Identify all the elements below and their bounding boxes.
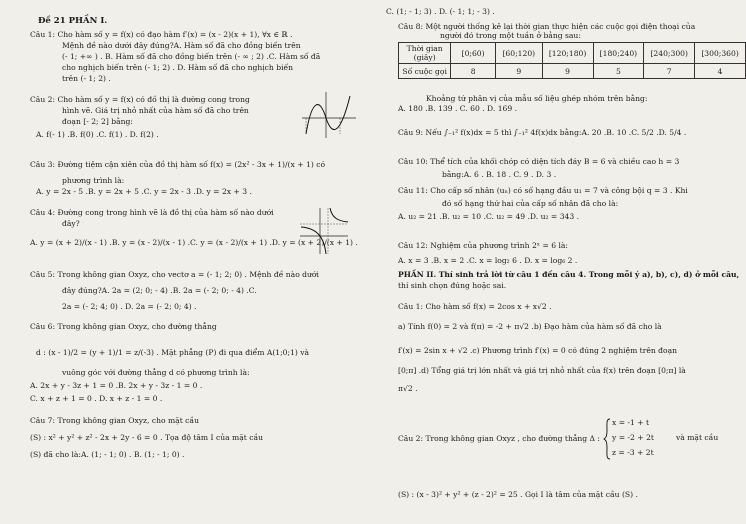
table-cell: 5	[593, 64, 644, 79]
c2-equation: x = -1 + t	[612, 418, 650, 427]
q3-line: A. y = 2x - 5 .B. y = 2x + 5 .C. y = 2x - 3 .D. y = 2x + 3 .	[36, 187, 252, 196]
c2-equation: y = -2 + 2t	[612, 433, 654, 442]
q2-line: đoạn [- 2; 2] bằng:	[62, 117, 133, 126]
table-row	[399, 43, 746, 64]
q7-line: Câu 7: Trong không gian Oxyz, cho mặt cầu	[30, 416, 199, 425]
table-row	[399, 64, 746, 79]
q11-line: A. u₂ = 21 .B. u₂ = 10 .C. u₂ = 49 .D. u₂ = 343 .	[398, 212, 580, 221]
q1-line: trên (- 1; 2) .	[62, 74, 111, 83]
q2-line: A. f(- 1) .B. f(0) .C. f(1) . D. f(2) .	[36, 130, 159, 139]
q12-line: A. x = 3 .B. x = 2 .C. x = log₂ 6 . D. x = log₆ 2 .	[398, 256, 578, 265]
q4-line: Câu 4: Đường cong trong hình vẽ là đồ thị của hàm số nào dưới	[30, 208, 274, 217]
table-header-cell: Thời gian (giây)	[399, 43, 451, 64]
table-cell: 7	[644, 64, 695, 79]
c1-line: [0;π] .d) Tổng giá trị lớn nhất và giá trị nhỏ nhất của f(x) trên đoạn [0;π] là	[398, 366, 686, 375]
q7-line: (S) : x² + y² + z² - 2x + 2y - 6 = 0 . Tọa độ tâm I của mặt cầu	[30, 433, 264, 442]
q6-line: C. x + z + 1 = 0 . D. x + z - 1 = 0 .	[30, 394, 163, 403]
q7-line: (S) đã cho là:A. (1; - 1; 0) . B. (1; - 1; 0) .	[30, 450, 185, 459]
q2-function-graph	[300, 90, 358, 140]
q3-line: Câu 3: Đường tiệm cận xiên của đồ thị hàm số f(x) = (2x² - 3x + 1)/(x + 1) có	[30, 160, 326, 169]
q1-line: cho nghịch biến trên (- 1; 2) . D. Hàm số đã cho nghịch biến	[62, 63, 294, 72]
c2-line: và mặt cầu	[676, 433, 719, 442]
q6-line: vuông góc với đường thẳng d có phương trình là:	[62, 368, 250, 377]
q2-line: hình vẽ. Giá trị nhỏ nhất của hàm số đã cho trên	[62, 106, 249, 115]
table-cell: 4	[695, 64, 746, 79]
table-cell: [180;240)	[593, 43, 644, 64]
c1-line: a) Tính f(0) = 2 và f(π) = -2 + π√2 .b) Đạo hàm của hàm số đã cho là	[398, 322, 662, 331]
table-cell: [300;360)	[695, 43, 746, 64]
q4-line: A. y = (x + 2)/(x - 1) .B. y = (x - 2)/(x - 1) .C. y = (x - 2)/(x + 1) .D. y = (x + 2)/(x + 1) .	[30, 238, 358, 247]
q6-line: d : (x - 1)/2 = (y + 1)/1 = z/(-3) . Mặt phẳng (P) đi qua điểm A(1;0;1) và	[36, 348, 310, 357]
q1-line: Mệnh đề nào dưới đây đúng?A. Hàm số đã cho đồng biến trên	[62, 41, 301, 50]
q11-line: Câu 11: Cho cấp số nhân (uₙ) có số hạng đầu u₁ = 7 và công bội q = 3 . Khi	[398, 186, 688, 195]
q2-line: Câu 2: Cho hàm số y = f(x) có đồ thị là đường cong trong	[30, 95, 250, 104]
q6-line: A. 2x + y - 3z + 1 = 0 .B. 2x + y - 3z - 1 = 0 .	[30, 381, 203, 390]
q10-line: Câu 10: Thể tích của khối chóp có diện tích đáy B = 6 và chiều cao h = 3	[398, 157, 680, 166]
table-cell: [60;120)	[495, 43, 542, 64]
q1-line: Câu 1: Cho hàm số y = f(x) có đạo hàm f′(x) = (x - 2)(x + 1), ∀x ∈ ℝ .	[30, 30, 293, 39]
q8-answers: A. 180 .B. 139 . C. 60 . D. 169 .	[398, 104, 518, 113]
table-cell: 8	[451, 64, 496, 79]
q10-line: bằng:A. 6 . B. 18 . C. 9 . D. 3 .	[442, 170, 557, 179]
part2-line: thí sinh chọn đúng hoặc sai.	[398, 281, 507, 290]
table-header-cell: Số cuộc gọi	[399, 64, 451, 79]
call-duration-table	[398, 42, 746, 79]
q12-line: Câu 12: Nghiệm của phương trình 2ˣ = 6 là:	[398, 241, 568, 250]
prev-question-choices: C. (1; - 1; 3) . D. (- 1; 1; - 3) .	[386, 7, 495, 16]
c2-equation: z = -3 + 2t	[612, 448, 654, 457]
c1-line: f′(x) = 2sin x + √2 .c) Phương trình f′(x) = 0 có đúng 2 nghiệm trên đoạn	[398, 346, 678, 355]
question-9: Câu 9: Nếu ∫₋₁² f(x)dx = 5 thì ∫₋₁² 4f(x)dx bằng:A. 20 .B. 10 .C. 5/2 .D. 5/4 .	[398, 128, 687, 137]
q8-line: Câu 8: Một người thống kê lại thời gian thực hiện các cuộc gọi điện thoại của	[398, 22, 696, 31]
system-brace-icon	[603, 418, 611, 460]
q8-line: Khoảng tứ phân vị của mẫu số liệu ghép nhóm trên bằng:	[426, 94, 648, 103]
table-cell: 9	[495, 64, 542, 79]
c2-line: Câu 2: Trong không gian Oxyz , cho đường thẳng Δ :	[398, 434, 600, 443]
q4-line: đây?	[62, 219, 80, 228]
c1-line: π√2 .	[398, 384, 418, 393]
q8-line: người đó trong một tuần ở bảng sau:	[440, 31, 581, 40]
c2-line: (S) : (x - 3)² + y² + (z - 2)² = 25 . Gọi I là tâm của mặt cầu (S) .	[398, 490, 638, 499]
part2-line: PHẦN II. Thí sinh trả lời từ câu 1 đến câu 4. Trong mỗi ý a), b), c), d) ở mỗi câu,	[398, 270, 740, 279]
table-cell: [240;300)	[644, 43, 695, 64]
exam-title: Đề 21 PHẦN I.	[38, 16, 108, 26]
q4-hyperbola-graph	[298, 206, 350, 256]
q5-line: Câu 5: Trong không gian Oxyz, cho vectơ a = (- 1; 2; 0) . Mệnh đề nào dưới	[30, 270, 319, 279]
table-cell: 9	[542, 64, 593, 79]
q5-line: 2a = (- 2; 4; 0) . D. 2a = (- 2; 0; 4) .	[62, 302, 197, 311]
q1-line: (- 1; +∞ ) . B. Hàm số đã cho đồng biến trên (- ∞ ; 2) .C. Hàm số đã	[62, 52, 321, 61]
q5-line: đây đúng?A. 2a = (2; 0; - 4) .B. 2a = (- 2; 0; - 4) .C.	[62, 286, 257, 295]
q3-line: phương trình là:	[62, 176, 125, 185]
c1-line: Câu 1: Cho hàm số f(x) = 2cos x + x√2 .	[398, 302, 552, 311]
q11-line: đó số hạng thứ hai của cấp số nhân đã cho là:	[442, 199, 619, 208]
q6-line: Câu 6: Trong không gian Oxyz, cho đường thẳng	[30, 322, 217, 331]
table-cell: [120;180)	[542, 43, 593, 64]
table-cell: [0;60)	[451, 43, 496, 64]
